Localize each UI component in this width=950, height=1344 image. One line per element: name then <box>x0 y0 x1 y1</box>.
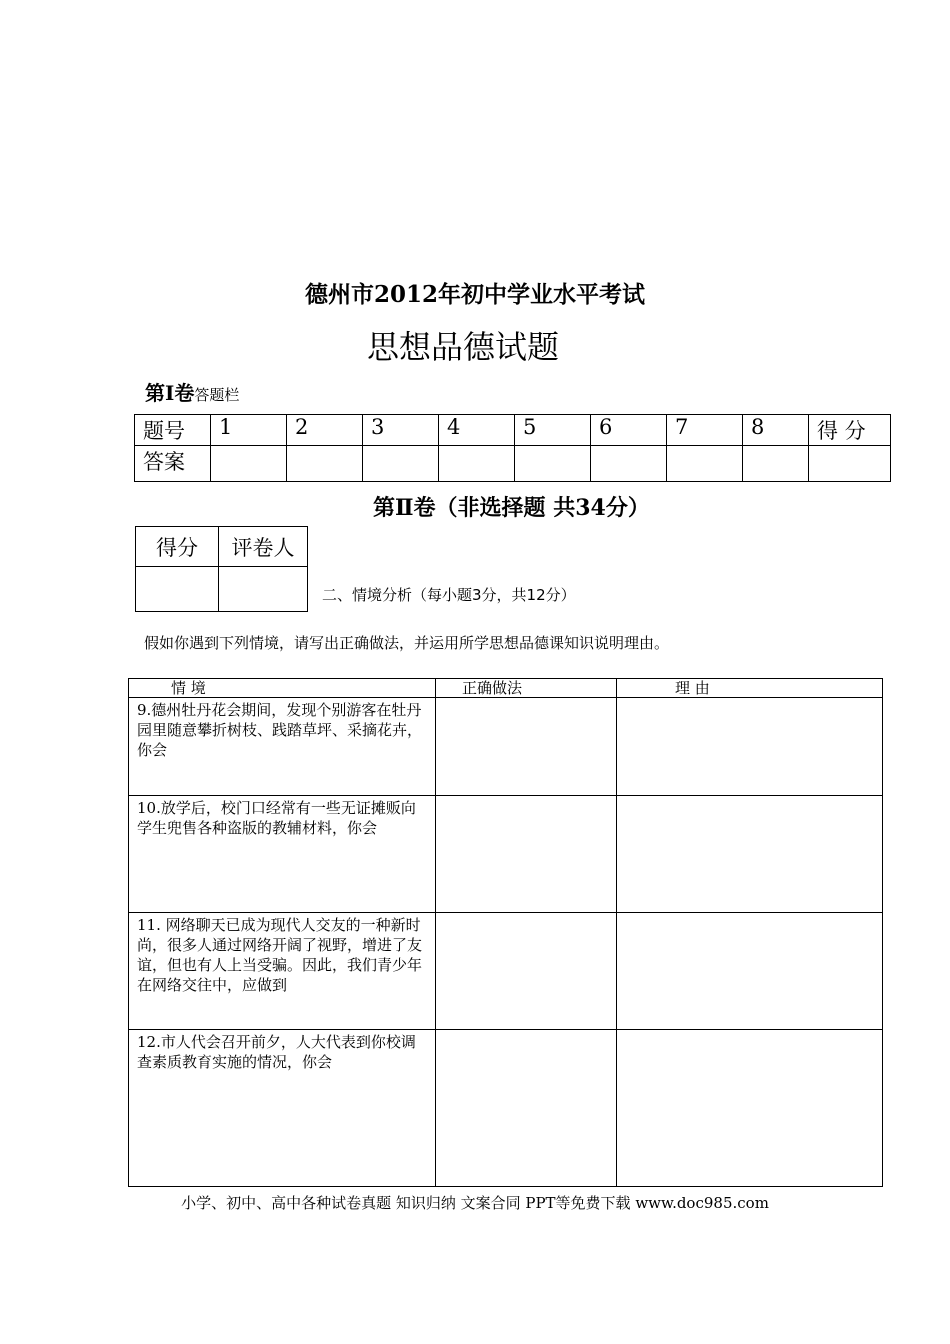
answer-cell[interactable] <box>363 446 439 482</box>
page-footer: 小学、初中、高中各种试卷真题 知识归纳 文案合同 PPT等免费下载 www.doc985.com <box>181 1194 769 1212</box>
answer-cell[interactable] <box>667 446 743 482</box>
method-header: 正确做法 <box>436 679 617 698</box>
answer-cell[interactable] <box>515 446 591 482</box>
part1-heading <box>145 377 239 406</box>
question-intro: 假如你遇到下列情境，请写出正确做法，并运用所学思想品德课知识说明理由。 <box>144 634 670 652</box>
answer-cell[interactable] <box>211 446 287 482</box>
answer-header-cell: 3 <box>363 415 439 446</box>
score-input-cell[interactable] <box>136 567 219 612</box>
grader-input-cell[interactable] <box>219 567 308 612</box>
answer-table <box>134 414 891 482</box>
answer-header-cell: 得 分 <box>809 415 891 446</box>
method-answer-cell[interactable] <box>436 698 617 796</box>
reason-answer-cell[interactable] <box>617 1030 883 1187</box>
exam-subtitle: 思想品德试题 <box>366 328 559 366</box>
answer-cell[interactable] <box>743 446 809 482</box>
situation-cell: 11. 网络聊天已成为现代人交友的一种新时尚，很多人通过网络开阔了视野，增进了友谊，但也有人上当受骗。因此，我们青少年在网络交往中，应做到 <box>129 913 436 1030</box>
grader-header: 评卷人 <box>219 527 308 567</box>
answer-header-cell: 5 <box>515 415 591 446</box>
answer-header-cell: 4 <box>439 415 515 446</box>
reason-answer-cell[interactable] <box>617 796 883 913</box>
reason-answer-cell[interactable] <box>617 698 883 796</box>
reason-answer-cell[interactable] <box>617 913 883 1030</box>
question-heading: 二、情境分析（每小题3分，共12分） <box>322 586 576 604</box>
answer-cell[interactable] <box>287 446 363 482</box>
situation-cell: 12.市人代会召开前夕，人大代表到你校调查素质教育实施的情况，你会 <box>129 1030 436 1187</box>
part2-heading: 第Ⅱ卷（非选择题 共34分） <box>373 495 650 521</box>
answer-header-cell: 8 <box>743 415 809 446</box>
exam-title: 德州市2012年初中学业水平考试 <box>304 281 645 308</box>
part1-label-small: 答题栏 <box>194 386 240 404</box>
score-cell[interactable] <box>809 446 891 482</box>
method-answer-cell[interactable] <box>436 1030 617 1187</box>
score-box <box>135 526 308 612</box>
answer-cell[interactable] <box>439 446 515 482</box>
situation-header: 情 境 <box>129 679 436 698</box>
answer-cell[interactable] <box>591 446 667 482</box>
answer-row-label: 答案 <box>135 446 211 482</box>
situation-cell: 10.放学后，校门口经常有一些无证摊贩向学生兜售各种盗版的教辅材料，你会 <box>129 796 436 913</box>
reason-header: 理 由 <box>617 679 883 698</box>
part1-label: 第Ⅰ卷 <box>145 381 195 405</box>
answer-header-cell: 1 <box>211 415 287 446</box>
answer-header-cell: 题号 <box>135 415 211 446</box>
situation-table <box>128 678 883 1187</box>
score-header: 得分 <box>136 527 219 567</box>
method-answer-cell[interactable] <box>436 913 617 1030</box>
answer-header-cell: 2 <box>287 415 363 446</box>
answer-header-cell: 6 <box>591 415 667 446</box>
answer-header-cell: 7 <box>667 415 743 446</box>
situation-cell: 9.德州牡丹花会期间，发现个别游客在牡丹园里随意攀折树枝、践踏草坪、采摘花卉，你会 <box>129 698 436 796</box>
method-answer-cell[interactable] <box>436 796 617 913</box>
